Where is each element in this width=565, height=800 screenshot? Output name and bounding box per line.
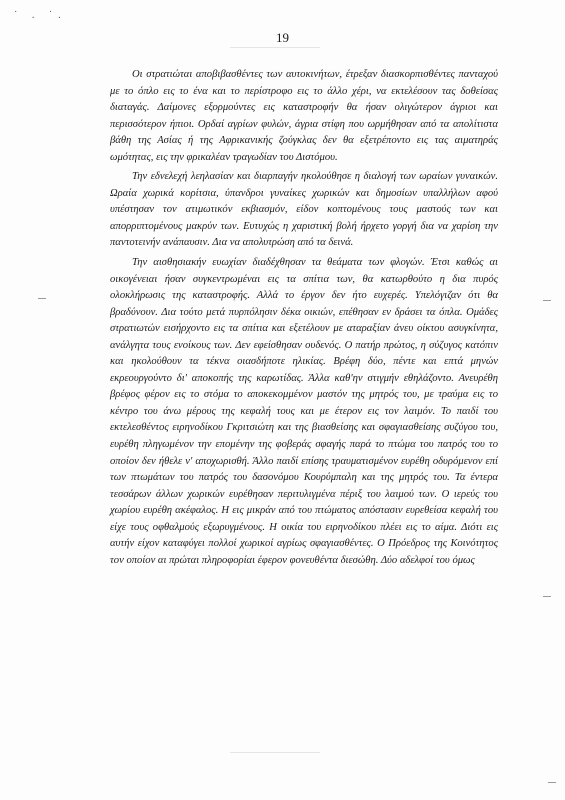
- margin-mark: [543, 596, 551, 597]
- page-number: 19: [276, 30, 289, 45]
- body-text: [110, 67, 498, 569]
- paragraph-3: Την αισθησιακήν ευωχίαν διαδέχθησαν τα θεάματα των φλογών. Έτσι καθώς αι οικογένειαι ήσαν συγκεντρωμέναι εις τα σπίτια των, θα κατωρθούτο η δια πυρός ολοκλήρωσις της καταστροφής. Αλλά το έργον δεν ήτο ευχερές. Υπελόγιζαν ότι θα βραδύνουν. Δια τούτο μετά πυρπόλησιν δέκα οικιών, επέθησαν εν δράσει τα όπλα. Ομάδες στρατιωτών εισήρχοντο εις τα σπίτια και εξετέλουν με αταραξίαν άνευ οίκτου ασυγκίνητα, ανάλγητα τους ενοίκους των. Δεν εφείσθησαν ουδενός. Ο πατήρ πρώτος, η σύζυγος κατόπιν και ηκολούθουν τα τέκνα οιασδήποτε ηλικίας. Βρέφη δύο, πέντε και επτά μηνών εκρεουργούντο δι' αποκοπής της καρωτίδας. Άλλα καθ'ην στιγμήν εθηλάζοντο. Ανευρέθη βρέφος φέρον εις το στόμα το αποκεκομμένον μαστόν της μητρός του, με τραύμα εις το κέντρο του άνω μέρους της κεφαλή τους και με έτερον εις τον λαιμόν. Το παιδί του εκτελεσθέντος ειρηνοδίκου Γκριτσιώτη και της βιασθείσης και σφαγιασθείσης συζύγου του, ευρέθη πληγωμένον την επομένην της φοβεράς σφαγής παρά το πτώμα του πατρός του το οποίον δεν ήθελε ν' αποχωρισθή. Άλλο παιδί επίσης τραυματισμένον ευρέθη οδυρόμενον επί των πτωμάτων του πατρός του δασονόμου Κουρύμπαλη και της μητρός του. Τα έντερα τεσσάρων άλλων χωρικών ευρέθησαν περιτυλιγμένα πέριξ του λαιμού των. Ο ιερεύς του χωρίου ευρέθη ακέφαλος. Η εις μικράν από του πτώματος απόστασιν ευρεθείσα κεφαλή του είχε τους οφθαλμούς εξωρυγμένους. Η οικία του ειρηνοδίκου πλέει εις το αίμα. Διότι εις αυτήν είχον καταφύγει πολλοί χωρικοί αγρίως σφαγιασθέντες. Ο Πρόεδρος της Κοινότητος τον οποίον αι πρώται πληροφορίαι έφερον φονευθέντα διεσώθη. Δύο αδελφοί του όμως: [110, 257, 498, 566]
- margin-mark: [38, 298, 46, 299]
- margin-mark: [543, 300, 551, 301]
- paragraph-1: Οι στρατιώται αποβιβασθέντες των αυτοκινήτων, έτρεξαν διασκορπισθέντες πανταχού με το όπλο εις το ένα και το περίστροφο εις το άλλο χέρι, να εκτελέσουν τας δοθείσας διαταγάς. Δαίμονες εξορμούντες εις καταστροφήν θα ήσαν ολιγώτερον άγριοι και περισσότερον ήπιοι. Ορδαί αγρίων φυλών, άγρια στίφη που ωρμήθησαν από τα απολίτιστα βάθη της Ασίας ή της Αφρικανικής ζούγκλας δεν θα εξετρέποντο εις τας αιματηράς ωμότητας, εις την φρικαλέαν τραγωδίαν του Διστόμου.: [110, 69, 498, 163]
- paragraph-2: Την εδνελεχή λεηλασίαν και διαρπαγήν ηκολούθησε η διαλογή των ωραίων γυναικών. Ωραία χωρικά κορίτσια, ύπανδροι γυναίκες χωρικών και δημοσίων υπαλλήλων αφού υπέστησαν τον ατιμωτικόν εκβιασμόν, είδον κοπτομένους τους μαστούς των και απορριπτομένους μακρύν των. Ευτυχώς η χαριστική βολή ήρχετο γοργή δια να χαρίση την παντοτεινήν ανάπαυσιν. Δια να απολυτρώση από τα δεινά.: [110, 171, 498, 249]
- scan-specks: ˙ . ˙.: [14, 10, 67, 21]
- scan-artifact-line: [230, 752, 320, 753]
- scan-artifact-line: [230, 47, 320, 48]
- margin-mark: [548, 782, 556, 783]
